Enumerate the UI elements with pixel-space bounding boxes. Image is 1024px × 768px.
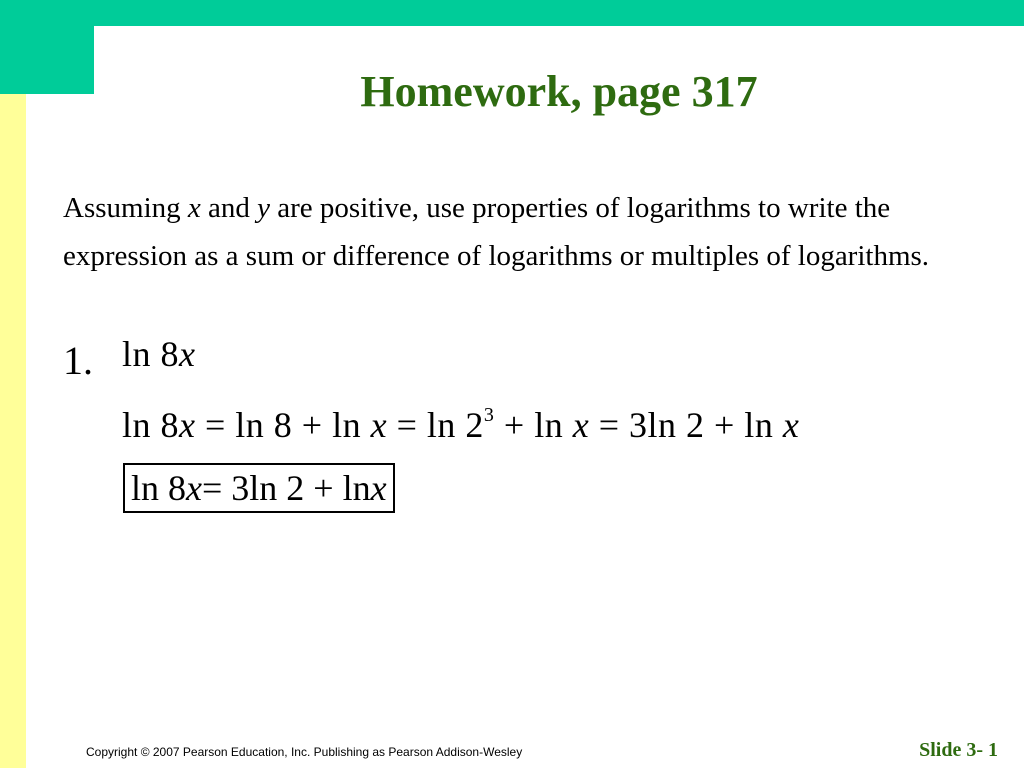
problem-ln: ln bbox=[122, 334, 152, 374]
answer-var-2: x bbox=[370, 468, 387, 508]
answer-var-1: x bbox=[186, 468, 202, 508]
work-var-2: x bbox=[370, 405, 388, 445]
work-term-2: = ln 8 + ln bbox=[195, 405, 371, 445]
answer-term-1: ln 8 bbox=[131, 468, 187, 508]
work-var-3: x bbox=[572, 405, 590, 445]
work-exponent: 3 bbox=[483, 404, 495, 426]
footer-copyright: Copyright © 2007 Pearson Education, Inc. Publishing as Pearson Addison-Wesley bbox=[86, 745, 523, 759]
slide-title: Homework, page 317 bbox=[360, 67, 758, 116]
answer-box bbox=[123, 463, 395, 513]
left-accent-bar bbox=[0, 0, 26, 768]
top-accent-bar bbox=[0, 0, 1024, 26]
instructions-text bbox=[63, 184, 963, 280]
work-term-3: = ln 2 bbox=[387, 405, 484, 445]
instructions-part-2: and bbox=[200, 192, 258, 224]
answer-term-2: = 3ln 2 + ln bbox=[202, 468, 371, 508]
work-term-4: + ln bbox=[494, 405, 573, 445]
instructions-var-y: y bbox=[257, 192, 271, 224]
instructions-part-3: are positive, use properties of logarithms to write the expression as a sum or difference of logarithms or multiples of logarithms. bbox=[63, 192, 930, 272]
work-var-4: x bbox=[782, 405, 800, 445]
work-var-1: x bbox=[179, 405, 196, 445]
work-term-1: ln 8 bbox=[122, 405, 180, 445]
solution-work-line bbox=[122, 403, 799, 447]
instructions-part-1: Assuming bbox=[63, 192, 188, 224]
problem-expression bbox=[122, 332, 196, 376]
slide-number: Slide 3- 1 bbox=[919, 739, 998, 761]
instructions-var-x: x bbox=[187, 192, 201, 224]
problem-number: 1. bbox=[63, 338, 93, 383]
problem-var: x bbox=[179, 334, 196, 374]
corner-accent-square bbox=[0, 0, 94, 94]
problem-coef: 8 bbox=[160, 334, 180, 374]
work-term-5: = 3ln 2 + ln bbox=[589, 405, 783, 445]
